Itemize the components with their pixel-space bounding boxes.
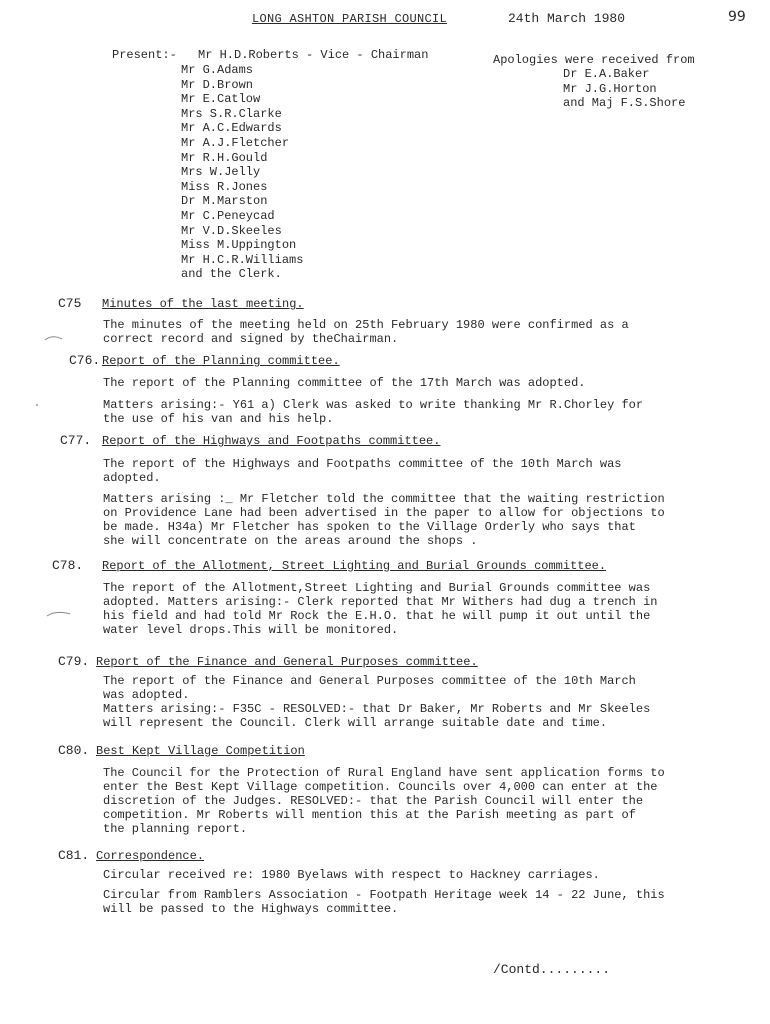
minute-paragraph <box>103 318 713 346</box>
minute-number: C78. <box>52 558 84 573</box>
minute-number: C75 <box>58 296 82 311</box>
present-member: Dr M.Marston <box>181 194 268 209</box>
minute-heading: Report of the Allotment, Street Lighting and Burial Grounds committee. <box>102 559 607 573</box>
present-member: Mr C.Peneycad <box>181 208 275 223</box>
minute-heading: Report of the Highways and Footpaths committee. <box>102 434 441 448</box>
present-label: Present:- <box>112 48 177 62</box>
text-line: will represent the Council. Clerk will arrange suitable date and time. <box>103 716 608 730</box>
minute-number: C79. <box>58 654 90 669</box>
present-member: Miss M.Uppington <box>181 238 297 253</box>
minute-heading: Correspondence. <box>96 849 205 863</box>
minute-number: C77. <box>60 433 92 448</box>
text-line: The minutes of the meeting held on 25th February 1980 were confirmed as a <box>103 318 629 332</box>
minute-number: C80. <box>58 743 90 758</box>
present-member: Mr A.J.Fletcher <box>181 135 290 150</box>
text-line: on Providence Lane had been advertised in the paper to allow for objections to <box>103 506 665 520</box>
present-member: Mrs W.Jelly <box>181 165 261 180</box>
text-line: enter the Best Kept Village competition. Councils over 4,000 can enter at the <box>103 780 658 794</box>
text-line: will be passed to the Highways committee. <box>103 902 399 916</box>
apology-name: Dr E.A.Baker <box>563 67 650 81</box>
minute-paragraph <box>103 457 713 485</box>
minute-heading: Report of the Finance and General Purposes committee. <box>96 655 478 669</box>
apology-name: Mr J.G.Horton <box>563 81 657 96</box>
text-line: his field and had told Mr Rock the E.H.O. that he will pump it out until the <box>103 609 651 623</box>
minute-heading: Best Kept Village Competition <box>96 744 305 758</box>
apologies-heading: Apologies were received from <box>493 53 695 67</box>
text-line: The report of the Highways and Footpaths committee of the 10th March was <box>103 457 622 471</box>
minute-paragraph <box>103 888 713 916</box>
text-line: Matters arising:- F35C - RESOLVED:- that Dr Baker, Mr Roberts and Mr Skeeles <box>103 702 651 716</box>
page-number: 99 <box>728 9 746 25</box>
apologies-list <box>563 67 685 111</box>
minute-paragraph <box>103 766 713 836</box>
minute-number: C76. <box>69 353 101 368</box>
council-title: LONG ASHTON PARISH COUNCIL <box>252 12 448 26</box>
minute-paragraph <box>103 581 713 637</box>
text-line: Matters arising:- Y61 a) Clerk was asked to write thanking Mr R.Chorley for <box>103 398 644 412</box>
minute-paragraph <box>103 868 713 882</box>
minute-paragraph <box>103 674 713 730</box>
text-line: the use of his van and his help. <box>103 412 334 426</box>
continued-note: /Contd......... <box>493 962 611 977</box>
present-member: Mr D.Brown <box>181 77 254 92</box>
margin-tick-mark <box>46 610 72 618</box>
present-member: Mr R.H.Gould <box>181 150 268 165</box>
minute-number: C81. <box>58 848 90 863</box>
text-line: she will concentrate on the areas around the shops . <box>103 534 478 548</box>
present-chair: Mr H.D.Roberts - Vice - Chairman <box>198 48 429 62</box>
present-member: Mr G.Adams <box>181 63 254 77</box>
text-line: The report of the Allotment,Street Lighting and Burial Grounds committee was <box>103 581 651 595</box>
text-line: the planning report. <box>103 822 248 836</box>
text-line: adopted. <box>103 471 161 485</box>
text-line: be made. H34a) Mr Fletcher has spoken to the Village Orderly who says that <box>103 520 636 534</box>
text-line: correct record and signed by theChairman. <box>103 332 399 346</box>
minute-paragraph <box>103 398 713 426</box>
apology-name: and Maj F.S.Shore <box>563 96 686 111</box>
present-member: Mr E.Catlow <box>181 92 261 107</box>
text-line: was adopted. <box>103 688 190 702</box>
present-member: Miss R.Jones <box>181 179 268 194</box>
present-member: Mr H.C.R.Williams <box>181 252 304 267</box>
minute-paragraph <box>103 492 713 548</box>
text-line: The report of the Finance and General Purposes committee of the 10th March <box>103 674 636 688</box>
text-line: competition. Mr Roberts will mention this at the Parish meeting as part of <box>103 808 636 822</box>
text-line: Circular received re: 1980 Byelaws with respect to Hackney carriages. <box>103 868 600 882</box>
text-line: Circular from Ramblers Association - Footpath Heritage week 14 - 22 June, this <box>103 888 665 902</box>
present-member: Mr A.C.Edwards <box>181 121 282 136</box>
minute-heading: Minutes of the last meeting. <box>102 297 304 311</box>
present-member: Mr V.D.Skeeles <box>181 223 282 238</box>
present-member: and the Clerk. <box>181 267 282 282</box>
text-line: water level drops.This will be monitored. <box>103 623 399 637</box>
minute-heading: Report of the Planning committee. <box>102 354 340 368</box>
margin-tick-mark <box>44 334 64 342</box>
margin-dot-mark <box>34 402 42 410</box>
present-member: Mrs S.R.Clarke <box>181 106 282 121</box>
text-line: Matters arising :_ Mr Fletcher told the committee that the waiting restriction <box>103 492 665 506</box>
minute-paragraph <box>103 376 713 390</box>
meeting-date: 24th March 1980 <box>508 11 626 26</box>
present-list <box>181 63 303 282</box>
text-line: adopted. Matters arising:- Clerk reported that Mr Withers had dug a trench in <box>103 595 658 609</box>
text-line: The report of the Planning committee of the 17th March was adopted. <box>103 376 586 390</box>
text-line: discretion of the Judges. RESOLVED:- that the Parish Council will enter the <box>103 794 644 808</box>
text-line: The Council for the Protection of Rural England have sent application forms to <box>103 766 665 780</box>
